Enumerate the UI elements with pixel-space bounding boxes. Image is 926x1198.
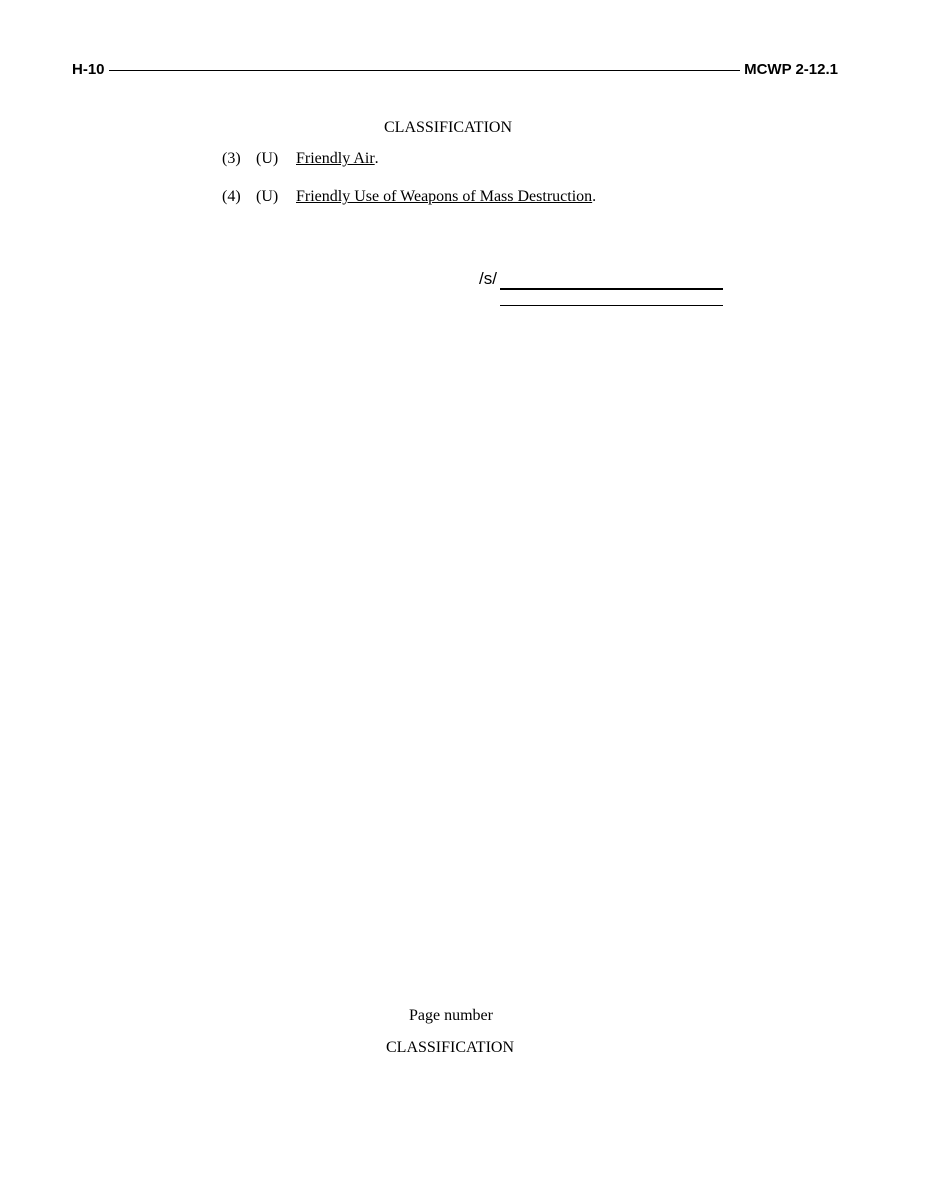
paragraph-3 — [222, 150, 379, 168]
signature-title-line — [500, 305, 723, 306]
signature-label: /s/ — [479, 269, 497, 288]
paragraph-marking: (U) — [256, 188, 279, 205]
paragraph-title: Friendly Air — [296, 150, 375, 167]
signature-line — [500, 288, 723, 290]
paragraph-period: . — [592, 188, 597, 205]
paragraph-number: (3) — [222, 150, 241, 167]
classification-top: CLASSIFICATION — [384, 119, 513, 136]
paragraph-4 — [222, 188, 596, 206]
paragraph-title: Friendly Use of Weapons of Mass Destruction — [296, 188, 593, 205]
paragraph-number: (4) — [222, 188, 241, 205]
header-page-id: H-10 — [72, 60, 105, 78]
header-publication-id: MCWP 2-12.1 — [744, 60, 838, 78]
header-rule — [109, 70, 741, 71]
classification-bottom: CLASSIFICATION — [386, 1039, 515, 1056]
paragraph-marking: (U) — [256, 150, 279, 167]
footer-page-number: Page number — [409, 1007, 493, 1024]
paragraph-period: . — [374, 150, 379, 167]
page-header — [72, 58, 838, 80]
